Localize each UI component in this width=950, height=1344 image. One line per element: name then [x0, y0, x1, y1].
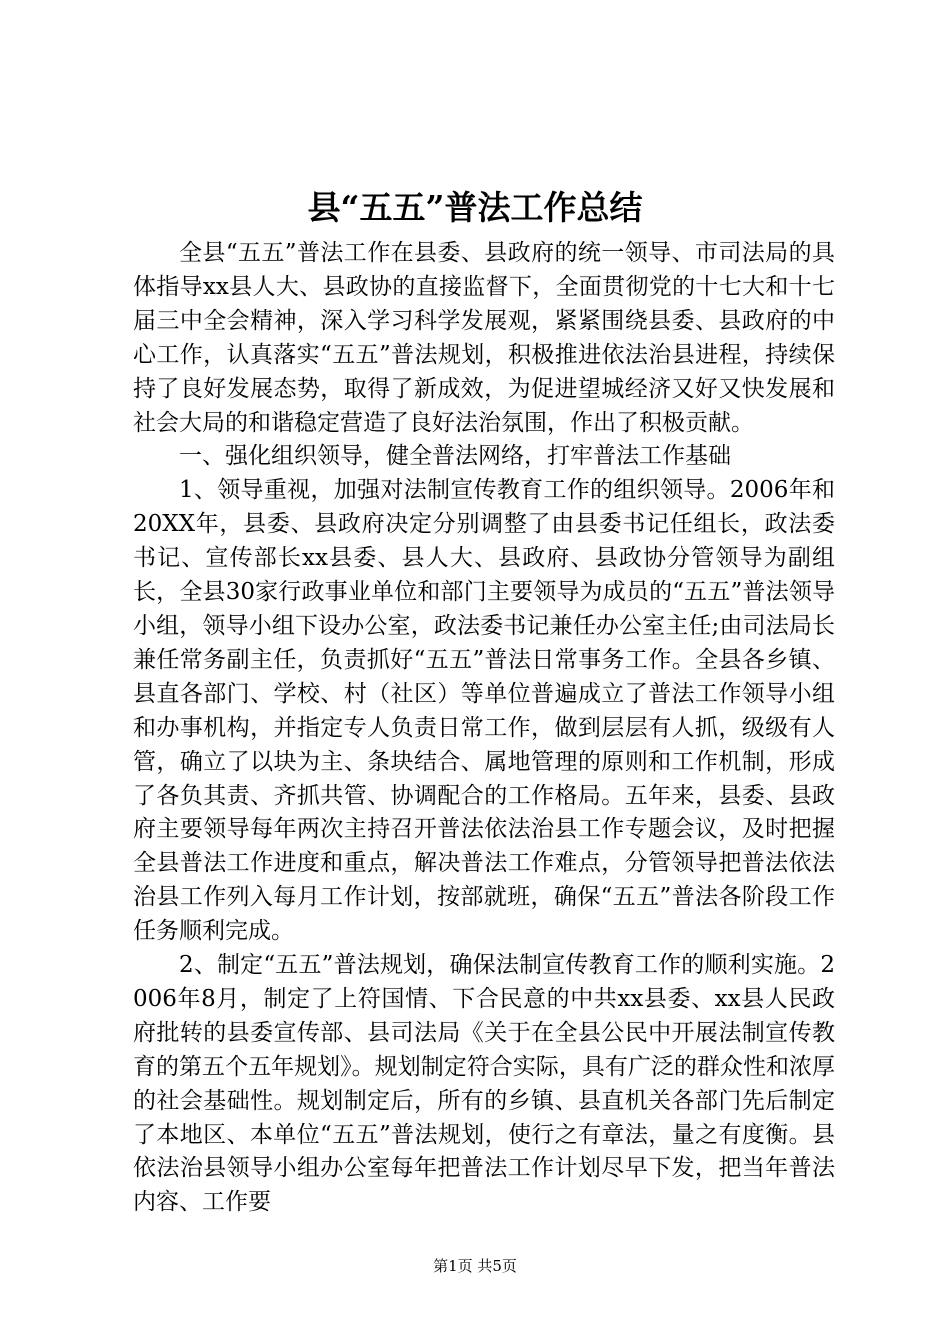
paragraph-item-1: 1、领导重视，加强对法制宣传教育工作的组织领导。2006年和20XX年，县委、县政府决定分别调整了由县委书记任组长，政法委书记、宣传部长xx县委、县人大、县政府、县政协分管领导为副组长，全县30家行政事业单位和部门主要领导为成员的“五五”普法领导小组，领导小组下设办公室，政法委书记兼任办公室主任;由司法局长兼任常务副主任，负责抓好“五五”普法日常事务工作。全县各乡镇、县直各部门、学校、村（社区）等单位普遍成立了普法工作领导小组和办事机构，并指定专人负责日常工作，做到层层有人抓，级级有人管，确立了以块为主、条块结合、属地管理的原则和工作机制，形成了各负其责、齐抓共管、协调配合的工作格局。五年来，县委、县政府主要领导每年两次主持召开普法依法治县工作专题会议，及时把握全县普法工作进度和重点，解决普法工作难点，分管领导把普法依法治县工作列入每月工作计划，按部就班，确保“五五”普法各阶段工作任务顺利完成。 [133, 477, 835, 945]
page-footer: 第1页 共5页 [433, 1257, 517, 1275]
intro-paragraph: 全县“五五”普法工作在县委、县政府的统一领导、市司法局的具体指导xx县人大、县政协的直接监督下，全面贯彻党的十七大和十七届三中全会精神，深入学习科学发展观，紧紧围绕县委、县政府的中心工作，认真落实“五五”普法规划，积极推进依法治县进程，持续保持了良好发展态势，取得了新成效，为促进望城经济又好又快发展和社会大局的和谐稳定营造了良好法治氛围，作出了积极贡献。 [133, 240, 835, 436]
document-body [133, 237, 835, 1220]
document-title: 县“五五”普法工作总结 [307, 188, 643, 227]
section-heading: 一、强化组织领导，健全普法网络，打牢普法工作基础 [179, 443, 731, 470]
paragraph-item-2: 2、制定“五五”普法规划，确保法制宣传教育工作的顺利实施。2006年8月，制定了上符国情、下合民意的中共xx县委、xx县人民政府批转的县委宣传部、县司法局《关于在全县公民中开展法制宣传教育的第五个五年规划》。规划制定符合实际，具有广泛的群众性和浓厚的社会基础性。规划制定后，所有的乡镇、县直机关各部门先后制定了本地区、本单位“五五”普法规划，使行之有章法，量之有度衡。县依法治县领导小组办公室每年把普法工作计划尽早下发，把当年普法内容、工作要 [133, 952, 835, 1216]
